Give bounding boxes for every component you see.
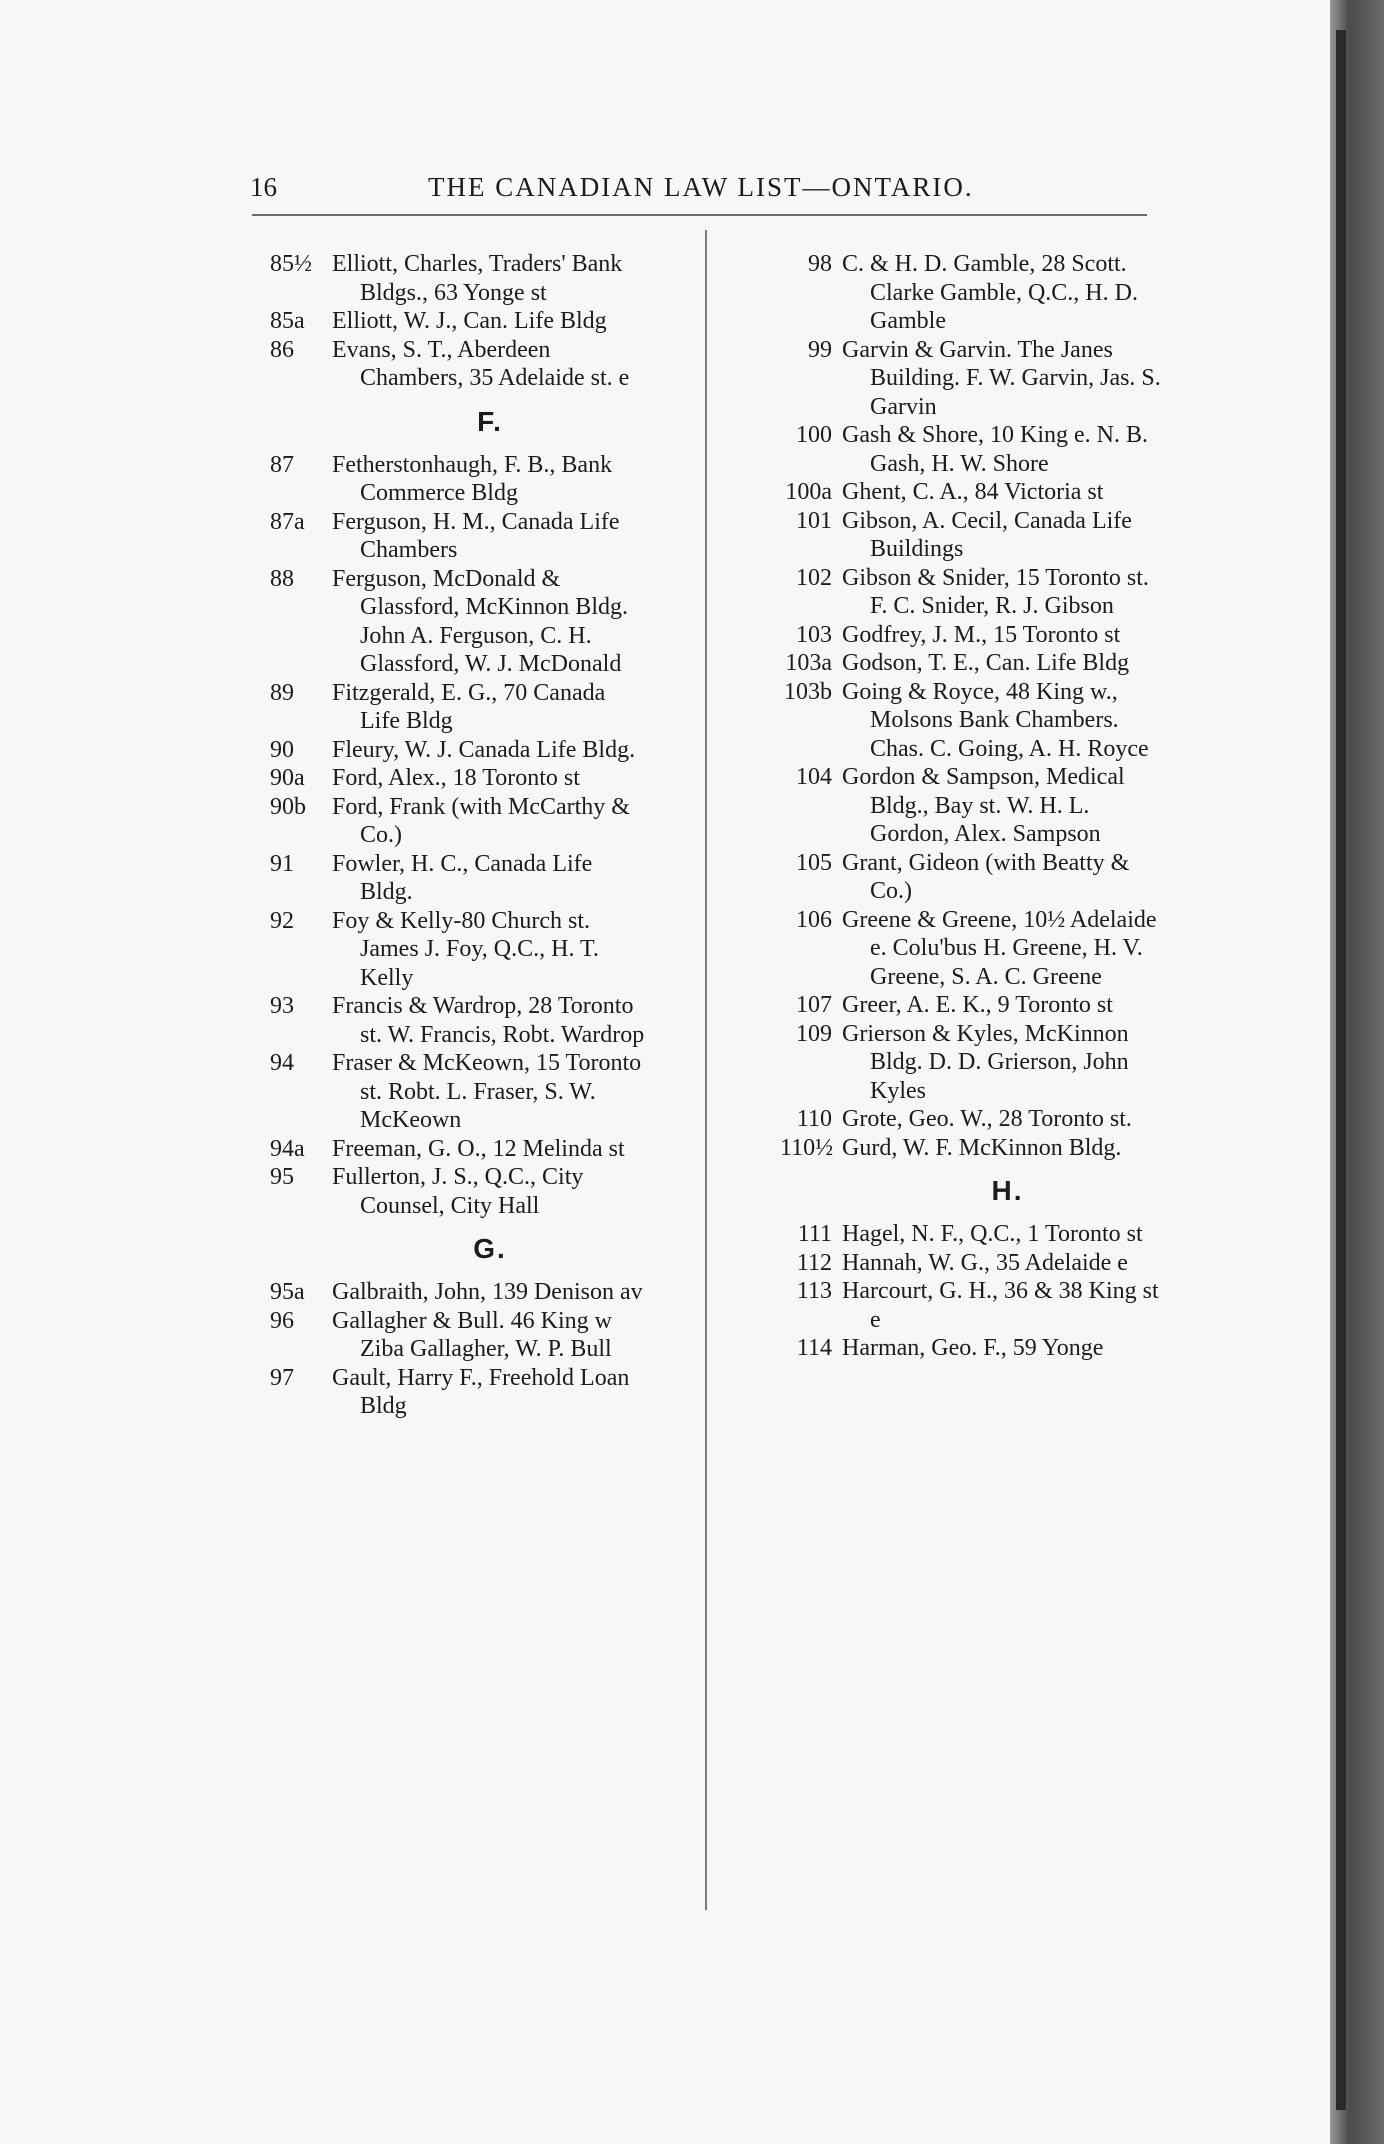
directory-entry xyxy=(780,991,1165,1020)
entry-text: Harman, Geo. F., 59 Yonge xyxy=(842,1335,1104,1361)
directory-entry xyxy=(270,1307,650,1364)
directory-entry xyxy=(780,250,1165,336)
entry-text: Foy & Kelly-80 Church st. James J. Foy, Q.C., H. T. Kelly xyxy=(332,907,599,991)
directory-entry xyxy=(270,565,650,679)
entry-number: 105 xyxy=(796,849,832,876)
entry-number: 94a xyxy=(270,1135,305,1162)
directory-entry xyxy=(780,1134,1165,1163)
entry-number: 107 xyxy=(796,992,832,1018)
entry-text: Francis & Wardrop, 28 Toronto st. W. Francis, Robt. Wardrop xyxy=(332,993,645,1048)
header-rule xyxy=(252,214,1147,216)
directory-entry xyxy=(270,764,650,793)
entry-number: 103 xyxy=(796,621,832,648)
entry-text: Godson, T. E., Can. Life Bldg xyxy=(842,650,1130,676)
entry-number: 87a xyxy=(270,508,305,535)
entry-text: Hannah, W. G., 35 Adelaide e xyxy=(842,1249,1128,1276)
entry-number: 100a xyxy=(785,479,832,505)
entry-number: 88 xyxy=(270,565,294,592)
entry-text: Gordon & Sampson, Medical Bldg., Bay st. W. H. L. Gordon, Alex. Sampson xyxy=(842,764,1125,847)
entry-text: Hagel, N. F., Q.C., 1 Toronto st xyxy=(842,1221,1143,1247)
entry-number: 100 xyxy=(796,422,832,448)
entry-text: Fleury, W. J. Canada Life Bldg. xyxy=(332,736,636,763)
directory-entry xyxy=(780,507,1165,564)
entry-text: Harcourt, G. H., 36 & 38 King st e xyxy=(842,1278,1159,1333)
entry-number: 111 xyxy=(797,1221,832,1247)
entry-number: 110½ xyxy=(780,1134,834,1161)
directory-entry xyxy=(270,336,650,393)
entry-text: Greer, A. E. K., 9 Toronto st xyxy=(842,992,1113,1018)
entry-number: 90 xyxy=(270,736,294,763)
entry-number: 90a xyxy=(270,765,305,791)
directory-entry xyxy=(780,649,1165,678)
directory-entry xyxy=(780,1220,1165,1249)
entry-text: Galbraith, John, 139 Denison av xyxy=(332,1279,643,1305)
entry-number: 95 xyxy=(270,1164,294,1190)
entry-number: 101 xyxy=(796,507,832,534)
entry-number: 93 xyxy=(270,993,294,1019)
directory-entry xyxy=(270,1049,650,1135)
entry-text: Gault, Harry F., Freehold Loan Bldg xyxy=(332,1364,630,1419)
directory-entry xyxy=(780,1105,1165,1134)
entry-number: 96 xyxy=(270,1307,294,1334)
directory-entry xyxy=(780,763,1165,849)
entry-number: 110 xyxy=(796,1106,832,1132)
directory-entry xyxy=(780,849,1165,906)
directory-entry xyxy=(780,1249,1165,1278)
entry-number: 109 xyxy=(796,1020,832,1047)
directory-entry xyxy=(780,906,1165,992)
entry-text: Evans, S. T., Aberdeen Chambers, 35 Adelaide st. e xyxy=(332,336,630,391)
page-number: 16 xyxy=(250,172,277,202)
entry-text: Gash & Shore, 10 King e. N. B. Gash, H. W. Shore xyxy=(842,422,1148,477)
entry-number: 112 xyxy=(796,1249,832,1276)
section-heading: H. xyxy=(991,1175,1024,1206)
directory-entry xyxy=(270,508,650,565)
left-column xyxy=(270,250,650,1421)
entry-text: Gallagher & Bull. 46 King w Ziba Gallagher, W. P. Bull xyxy=(332,1307,612,1362)
entry-number: 102 xyxy=(796,564,832,591)
entry-number: 106 xyxy=(796,906,832,933)
directory-entry xyxy=(270,1278,650,1307)
entry-number: 87 xyxy=(270,451,294,478)
entry-text: Greene & Greene, 10½ Adelaide e. Colu'bus H. Greene, H. V. Greene, S. A. C. Greene xyxy=(842,906,1157,990)
entry-text: C. & H. D. Gamble, 28 Scott. Clarke Gamble, Q.C., H. D. Gamble xyxy=(842,251,1138,334)
section-heading: G. xyxy=(473,1233,507,1264)
running-title: THE CANADIAN LAW LIST—ONTARIO. xyxy=(428,172,974,202)
directory-entry xyxy=(270,992,650,1049)
page-header xyxy=(250,172,1150,212)
entry-text: Elliott, W. J., Can. Life Bldg xyxy=(332,308,607,334)
entry-number: 104 xyxy=(796,764,832,790)
right-column xyxy=(780,250,1165,1363)
entry-number: 92 xyxy=(270,907,294,934)
entry-text: Freeman, G. O., 12 Melinda st xyxy=(332,1135,625,1162)
entry-text: Fullerton, J. S., Q.C., City Counsel, City Hall xyxy=(332,1164,584,1219)
entry-text: Grote, Geo. W., 28 Toronto st. xyxy=(842,1106,1132,1132)
entry-number: 113 xyxy=(796,1278,832,1304)
entry-number: 95a xyxy=(270,1279,305,1305)
directory-entry xyxy=(270,907,650,993)
entry-text: Gibson & Snider, 15 Toronto st. F. C. Snider, R. J. Gibson xyxy=(842,564,1149,619)
directory-entry xyxy=(270,679,650,736)
entry-number: 85a xyxy=(270,308,305,334)
entry-number: 97 xyxy=(270,1364,294,1391)
entry-text: Garvin & Garvin. The Janes Building. F. W. Garvin, Jas. S. Garvin xyxy=(842,336,1161,420)
entry-number: 89 xyxy=(270,679,294,706)
entry-text: Elliott, Charles, Traders' Bank Bldgs., 63 Yonge st xyxy=(332,251,623,306)
directory-entry xyxy=(780,421,1165,478)
entry-text: Fetherstonhaugh, F. B., Bank Commerce Bldg xyxy=(332,451,613,506)
entry-text: Grant, Gideon (with Beatty & Co.) xyxy=(842,849,1130,904)
directory-entry xyxy=(780,678,1165,764)
directory-entry xyxy=(780,336,1165,422)
directory-entry xyxy=(780,621,1165,650)
column-divider xyxy=(705,230,707,1910)
binding-edge xyxy=(1336,30,1346,2110)
directory-entry xyxy=(780,1277,1165,1334)
directory-entry xyxy=(270,307,650,336)
entry-number: 90b xyxy=(270,793,306,820)
entry-text: Fitzgerald, E. G., 70 Canada Life Bldg xyxy=(332,679,606,734)
entry-text: Going & Royce, 48 King w., Molsons Bank Chambers. Chas. C. Going, A. H. Royce xyxy=(842,678,1149,762)
directory-entry xyxy=(270,250,650,307)
entry-number: 103a xyxy=(785,650,832,676)
entry-number: 99 xyxy=(808,336,832,363)
entry-text: Ferguson, McDonald & Glassford, McKinnon Bldg. John A. Ferguson, C. H. Glassford, W. J. McDonald xyxy=(332,565,628,677)
entry-text: Fraser & McKeown, 15 Toronto st. Robt. L. Fraser, S. W. McKeown xyxy=(332,1050,642,1133)
entry-text: Grierson & Kyles, McKinnon Bldg. D. D. Grierson, John Kyles xyxy=(842,1020,1129,1104)
directory-entry xyxy=(780,1020,1165,1106)
entry-number: 91 xyxy=(270,850,294,877)
directory-entry xyxy=(270,736,650,765)
directory-entry xyxy=(270,1364,650,1421)
entry-text: Ghent, C. A., 84 Victoria st xyxy=(842,479,1104,505)
entry-number: 114 xyxy=(796,1335,832,1361)
entry-number: 86 xyxy=(270,336,294,363)
directory-entry xyxy=(270,793,650,850)
entry-text: Godfrey, J. M., 15 Toronto st xyxy=(842,621,1121,648)
entry-text: Fowler, H. C., Canada Life Bldg. xyxy=(332,850,593,905)
section-heading: F. xyxy=(477,405,503,437)
entry-text: Gibson, A. Cecil, Canada Life Buildings xyxy=(842,507,1132,562)
directory-entry xyxy=(780,564,1165,621)
entry-number: 103b xyxy=(784,678,832,705)
directory-entry xyxy=(780,478,1165,507)
entry-number: 94 xyxy=(270,1050,294,1076)
entry-text: Ford, Frank (with McCarthy & Co.) xyxy=(332,793,630,848)
directory-entry xyxy=(270,850,650,907)
entry-number: 98 xyxy=(808,251,832,277)
directory-entry xyxy=(270,451,650,508)
entry-text: Ferguson, H. M., Canada Life Chambers xyxy=(332,508,620,563)
directory-entry xyxy=(270,1163,650,1220)
directory-entry xyxy=(780,1334,1165,1363)
directory-entry xyxy=(270,1135,650,1164)
entry-text: Ford, Alex., 18 Toronto st xyxy=(332,765,580,791)
entry-text: Gurd, W. F. McKinnon Bldg. xyxy=(842,1134,1122,1161)
entry-number: 85½ xyxy=(270,251,312,277)
